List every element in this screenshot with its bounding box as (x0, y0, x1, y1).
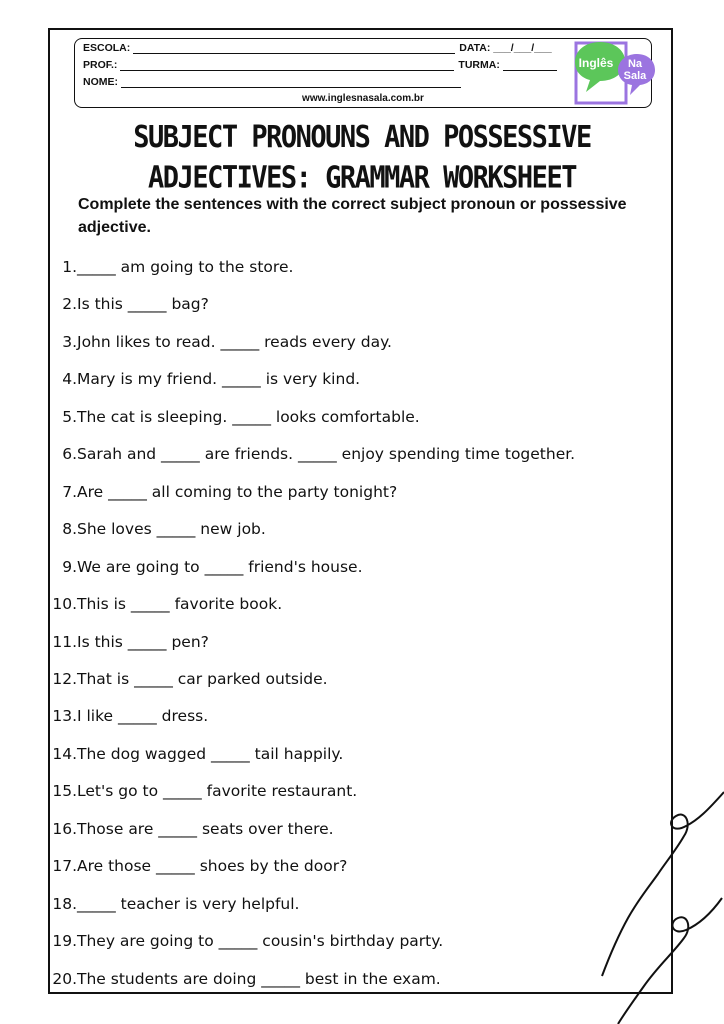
header-box (74, 38, 652, 108)
question-item (50, 704, 208, 728)
prof-line (120, 60, 454, 71)
question-item (50, 742, 343, 766)
question-number: 20. (52, 969, 77, 988)
website-url: www.inglesnasala.com.br (302, 93, 424, 104)
question-text: Mary is my friend. _____ is very kind. (77, 370, 361, 389)
question-text: This is _____ favorite book. (77, 595, 283, 614)
question-item (50, 555, 363, 579)
question-item (50, 255, 293, 279)
question-item (50, 405, 420, 429)
question-text: She loves _____ new job. (77, 520, 266, 539)
question-text: _____ am going to the store. (77, 258, 294, 276)
question-text: The students are doing _____ best in the exam. (77, 969, 441, 988)
question-item (50, 330, 392, 354)
nome-line (121, 77, 461, 88)
prof-row (83, 59, 557, 71)
question-item (50, 517, 266, 541)
turma-label: TURMA: (458, 59, 500, 71)
question-number: 9. (62, 557, 77, 576)
question-text: Those are _____ seats over there. (77, 819, 334, 838)
logo-word-ingles: Inglês (578, 56, 614, 70)
question-item (50, 667, 328, 691)
question-text: The dog wagged _____ tail happily. (77, 744, 344, 763)
nome-label: NOME: (83, 76, 118, 88)
question-number: 2. (62, 295, 77, 314)
question-text: John likes to read. _____ reads every day. (77, 332, 392, 351)
question-number: 14. (52, 744, 77, 763)
question-text: Are those _____ shoes by the door? (77, 857, 348, 876)
question-item (50, 854, 347, 878)
question-text: That is _____ car parked outside. (77, 669, 328, 688)
question-number: 3. (62, 332, 77, 351)
escola-row (83, 42, 552, 54)
question-text: Is this _____ bag? (77, 295, 209, 314)
escola-line (133, 43, 455, 54)
question-item (50, 442, 575, 466)
question-number: 8. (62, 520, 77, 539)
nome-row (83, 76, 461, 88)
prof-label: PROF.: (83, 59, 118, 71)
question-number: 13. (52, 707, 77, 726)
turma-line (503, 60, 557, 71)
question-item (50, 779, 357, 803)
question-item (50, 592, 282, 616)
question-text: I like _____ dress. (77, 707, 209, 726)
question-item (50, 929, 443, 953)
question-number: 15. (52, 782, 77, 801)
question-text: We are going to _____ friend's house. (77, 557, 363, 576)
logo-word-na-sala: Na Sala (623, 58, 647, 82)
question-text: Are _____ all coming to the party tonight? (77, 482, 398, 501)
escola-label: ESCOLA: (83, 42, 131, 54)
question-number: 6. (62, 445, 77, 464)
question-number: 4. (62, 370, 77, 389)
question-item (50, 630, 209, 654)
question-text: The cat is sleeping. _____ looks comfortable. (77, 407, 420, 426)
question-text: Is this _____ pen? (77, 632, 209, 651)
question-number: 5. (62, 407, 77, 426)
worksheet-title: SUBJECT PRONOUNS AND POSSESSIVE ADJECTIVES: GRAMMAR WORKSHEET (133, 120, 591, 196)
question-item (50, 480, 397, 504)
data-label: DATA: ___/___/___ (459, 42, 552, 54)
question-item (50, 817, 334, 841)
question-text: _____ teacher is very helpful. (77, 894, 300, 913)
decorative-swirl-icon (588, 790, 724, 1024)
question-number: 19. (52, 932, 77, 951)
question-number: 17. (52, 857, 77, 876)
question-number: 11. (52, 632, 77, 651)
question-number: 10. (52, 595, 77, 614)
question-number: 1. (62, 258, 77, 276)
question-text: Sarah and _____ are friends. _____ enjoy spending time together. (77, 445, 576, 464)
question-text: Let's go to _____ favorite restaurant. (77, 782, 358, 801)
question-item (50, 367, 360, 391)
question-number: 12. (52, 669, 77, 688)
instructions: Complete the sentences with the correct subject pronoun or possessive adjective. (78, 196, 627, 236)
question-number: 16. (52, 819, 77, 838)
question-item (50, 292, 209, 316)
question-item (50, 967, 441, 991)
question-number: 18. (52, 894, 77, 913)
question-number: 7. (62, 482, 77, 501)
question-text: They are going to _____ cousin's birthday party. (77, 932, 444, 951)
question-item (50, 892, 299, 916)
